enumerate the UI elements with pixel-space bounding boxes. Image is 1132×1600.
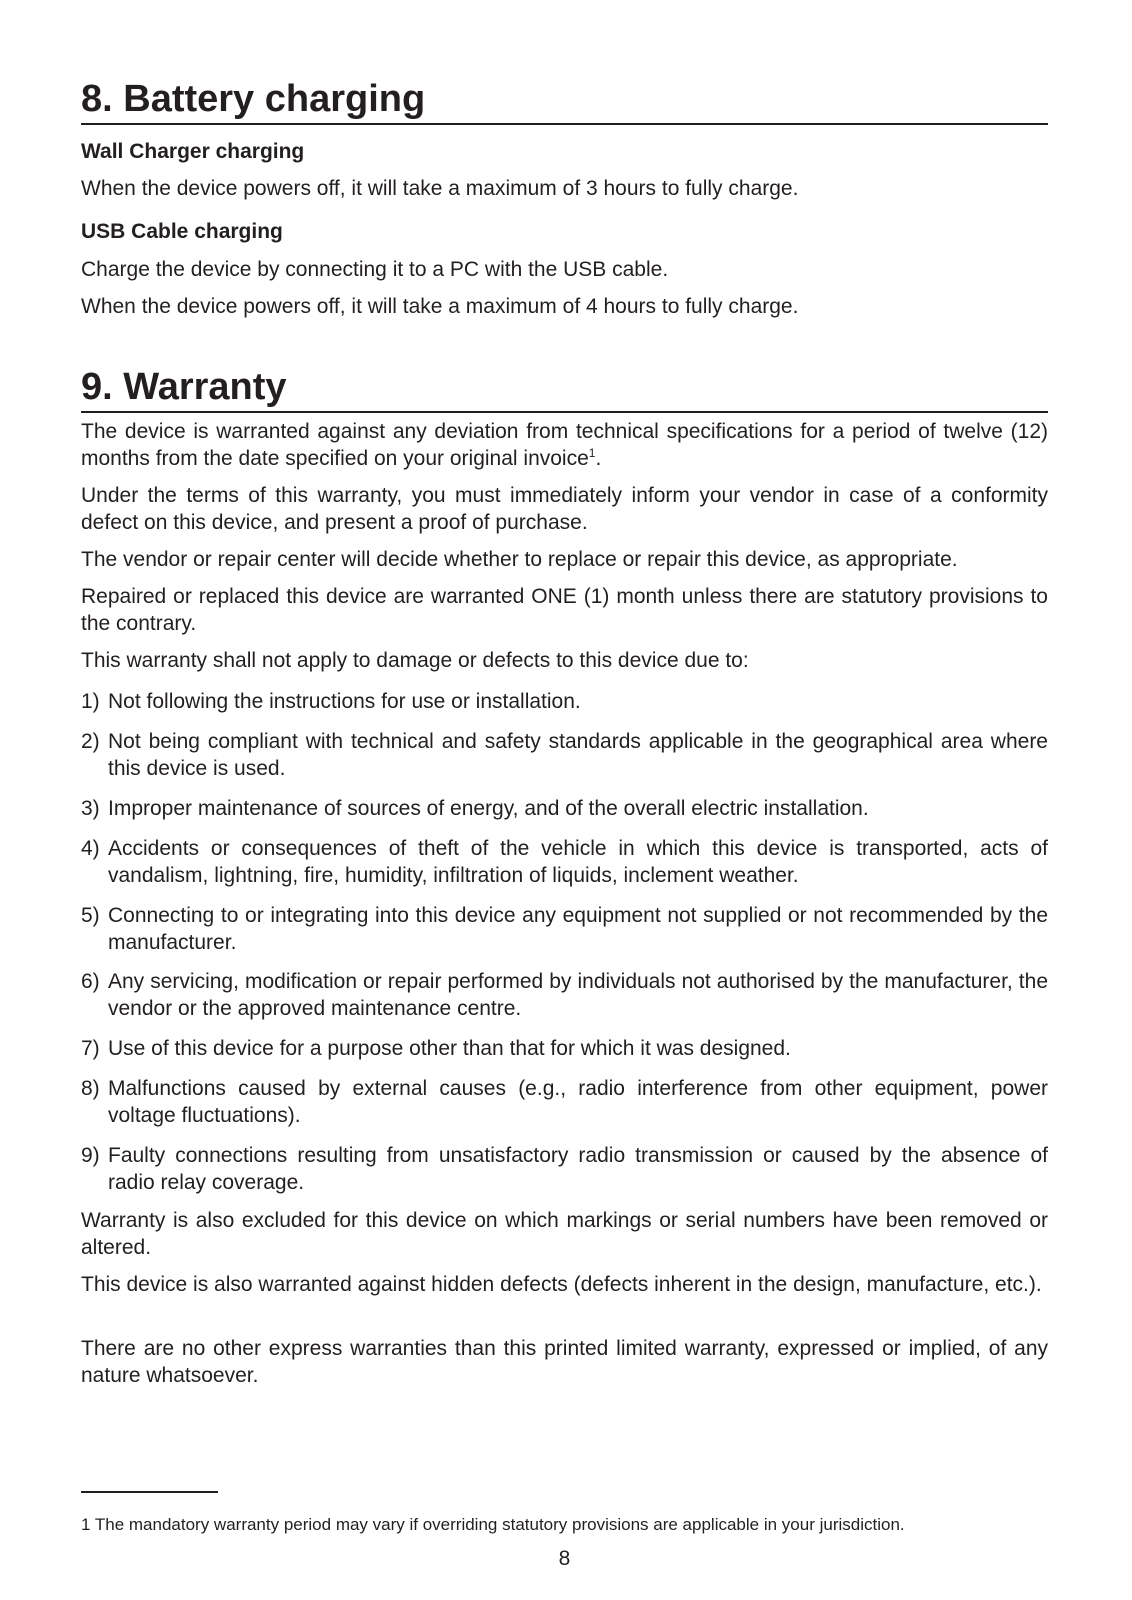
list-number: 4)	[81, 837, 100, 860]
warranty-paragraph-8: There are no other express warranties than this printed limited warranty, expressed or implied, of any nature whatsoever.	[81, 1337, 1048, 1387]
exclusion-item-2	[81, 728, 1048, 782]
usb-cable-text-2: When the device powers off, it will take a maximum of 4 hours to fully charge.	[81, 295, 799, 318]
warranty-paragraph-1-end: .	[595, 447, 602, 470]
list-number: 3)	[81, 797, 100, 820]
list-number: 1)	[81, 690, 100, 713]
section-8-title: 8. Battery charging	[81, 77, 1048, 125]
warranty-paragraph-5: This warranty shall not apply to damage or defects to this device due to:	[81, 649, 749, 672]
exclusion-item-7	[81, 1035, 1048, 1062]
usb-cable-text-1: Charge the device by connecting it to a PC with the USB cable.	[81, 258, 669, 281]
footnote-divider	[81, 1491, 218, 1493]
warranty-paragraph-7: This device is also warranted against hidden defects (defects inherent in the design, manufacture, etc.).	[81, 1273, 1042, 1296]
list-number: 8)	[81, 1077, 100, 1100]
usb-cable-heading: USB Cable charging	[81, 220, 283, 243]
exclusion-item-5	[81, 902, 1048, 956]
wall-charger-text: When the device powers off, it will take a maximum of 3 hours to fully charge.	[81, 177, 799, 200]
exclusion-item-8	[81, 1075, 1048, 1129]
list-number: 9)	[81, 1144, 100, 1167]
list-text: Faulty connections resulting from unsatisfactory radio transmission or caused by the absence of radio relay coverage.	[108, 1144, 1048, 1194]
section-9-title: 9. Warranty	[81, 365, 1048, 413]
exclusion-item-6	[81, 968, 1048, 1022]
list-text: Not being compliant with technical and safety standards applicable in the geographical area where this device is used.	[108, 730, 1048, 780]
list-text: Any servicing, modification or repair performed by individuals not authorised by the manufacturer, the vendor or the approved maintenance centre.	[108, 970, 1048, 1020]
list-number: 5)	[81, 904, 100, 927]
list-text: Malfunctions caused by external causes (e.g., radio interference from other equipment, power voltage fluctuations).	[108, 1077, 1048, 1127]
list-number: 2)	[81, 730, 100, 753]
list-text: Accidents or consequences of theft of the vehicle in which this device is transported, acts of vandalism, lightning, fire, humidity, infiltration of liquids, inclement weather.	[108, 837, 1048, 887]
page-number: 8	[558, 1547, 571, 1570]
list-text: Connecting to or integrating into this device any equipment not supplied or not recommended by the manufacturer.	[108, 904, 1048, 954]
list-text: Use of this device for a purpose other than that for which it was designed.	[108, 1037, 791, 1060]
exclusion-item-9	[81, 1142, 1048, 1196]
list-text: Improper maintenance of sources of energy, and of the overall electric installation.	[108, 797, 869, 820]
exclusion-item-1	[81, 688, 1048, 715]
exclusion-item-3	[81, 795, 1048, 822]
exclusion-item-4	[81, 835, 1048, 889]
footnote: 1 The mandatory warranty period may vary if overriding statutory provisions are applicable in your jurisdiction.	[81, 1515, 905, 1534]
footnote-ref: 1	[588, 446, 596, 460]
warranty-paragraph-6: Warranty is also excluded for this device on which markings or serial numbers have been removed or altered.	[81, 1209, 1048, 1259]
list-text: Not following the instructions for use or installation.	[108, 690, 581, 713]
warranty-paragraph-2: Under the terms of this warranty, you must immediately inform your vendor in case of a conformity defect on this device, and present a proof of purchase.	[81, 484, 1048, 534]
warranty-paragraph-1	[81, 418, 1048, 472]
warranty-paragraph-3: The vendor or repair center will decide whether to replace or repair this device, as appropriate.	[81, 548, 958, 571]
warranty-paragraph-4: Repaired or replaced this device are warranted ONE (1) month unless there are statutory provisions to the contrary.	[81, 585, 1048, 635]
list-number: 6)	[81, 970, 100, 993]
list-number: 7)	[81, 1037, 100, 1060]
warranty-paragraph-1-text: The device is warranted against any deviation from technical specifications for a period of twelve (12) months from the date specified on your original invoice	[81, 420, 1048, 470]
wall-charger-heading: Wall Charger charging	[81, 140, 305, 163]
